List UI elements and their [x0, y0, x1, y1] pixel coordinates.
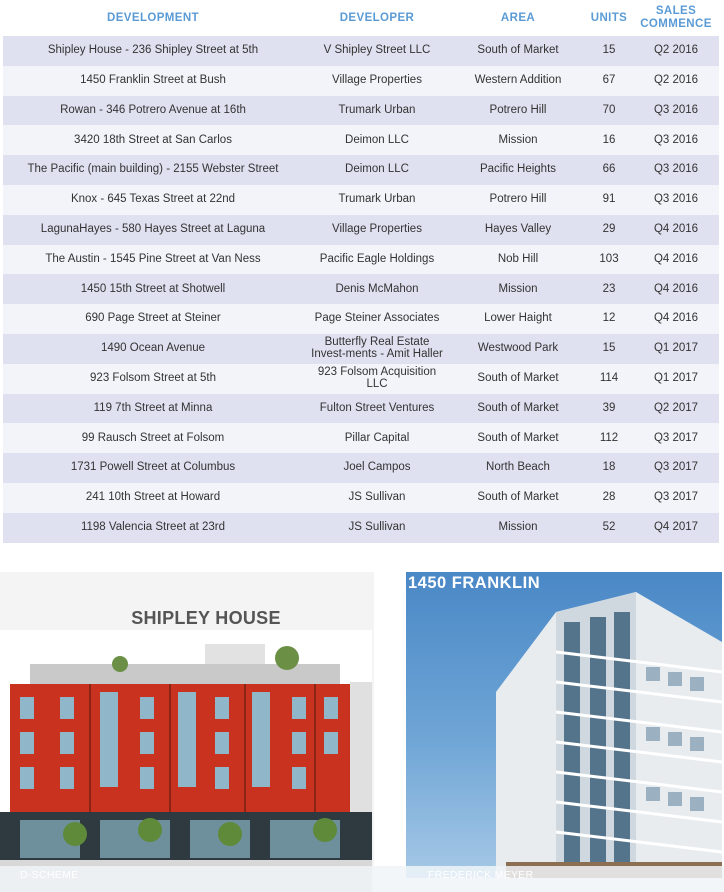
table-header: [3, 0, 719, 36]
table-row: [3, 36, 719, 66]
cell-sales-commence: Q3 2017: [653, 491, 699, 504]
cell-developer: Village Properties: [332, 222, 422, 235]
cell-developer: JS Sullivan: [348, 520, 406, 533]
cell-area: South of Market: [477, 431, 559, 444]
cell-developer: Village Properties: [332, 73, 422, 86]
cell-developer: Trumark Urban: [338, 103, 416, 116]
cell-area: Pacific Heights: [479, 163, 557, 176]
cell-developer: Pillar Capital: [344, 431, 410, 444]
table-row: [3, 96, 719, 126]
cell-sales-commence: Q3 2016: [653, 133, 699, 146]
shipley-house-photo: [0, 572, 374, 892]
cell-development: The Austin - 1545 Pine Street at Van Ness: [45, 252, 261, 265]
developments-table: [3, 0, 719, 543]
table-row: [3, 274, 719, 304]
cell-units: 15: [602, 44, 616, 57]
header-area: AREA: [500, 11, 536, 24]
franklin-credit: FREDERICK MEYER: [428, 869, 534, 881]
cell-development: Rowan - 346 Potrero Avenue at 16th: [60, 103, 246, 116]
cell-developer: Joel Campos: [343, 461, 411, 474]
header-sales-line2: COMMENCE: [640, 18, 712, 30]
franklin-title: 1450 FRANKLIN: [408, 574, 541, 592]
cell-area: Western Addition: [474, 73, 562, 86]
table-row: [3, 364, 719, 394]
cell-area: South of Market: [477, 44, 559, 57]
cell-units: 39: [602, 401, 616, 414]
header-sales-line1: SALES: [655, 5, 697, 17]
cell-area: Westwood Park: [477, 342, 559, 355]
cell-units: 16: [602, 133, 616, 146]
cell-development: 1490 Ocean Avenue: [100, 342, 206, 355]
cell-area: Potrero Hill: [489, 193, 547, 206]
cell-developer: Denis McMahon: [335, 282, 419, 295]
cell-units: 18: [602, 461, 616, 474]
cell-sales-commence: Q3 2017: [653, 431, 699, 444]
cell-developer: V Shipley Street LLC: [323, 44, 431, 57]
cell-area: South of Market: [477, 491, 559, 504]
franklin-rendering: [406, 572, 722, 878]
cell-area: Mission: [498, 520, 538, 533]
cell-sales-commence: Q2 2016: [653, 73, 699, 86]
cell-area: Nob Hill: [497, 252, 539, 265]
cell-area: Lower Haight: [484, 312, 552, 325]
cell-sales-commence: Q4 2016: [653, 312, 699, 325]
shipley-house-title: SHIPLEY HOUSE: [131, 608, 281, 628]
cell-development: The Pacific (main building) - 2155 Webster Street: [27, 163, 279, 176]
shipley-house-rendering: [0, 572, 374, 892]
cell-development: 99 Rausch Street at Folsom: [81, 431, 225, 444]
cell-development: 1731 Powell Street at Columbus: [70, 461, 236, 474]
table-body: [3, 36, 719, 543]
header-developer: DEVELOPER: [339, 11, 415, 24]
header-units: UNITS: [590, 11, 628, 24]
cell-area: Mission: [498, 133, 538, 146]
table-row: [3, 215, 719, 245]
cell-units: 15: [602, 342, 616, 355]
cell-units: 12: [602, 312, 616, 325]
cell-sales-commence: Q1 2017: [653, 342, 699, 355]
cell-sales-commence: Q1 2017: [653, 371, 699, 384]
cell-units: 52: [602, 520, 616, 533]
cell-sales-commence: Q4 2016: [653, 222, 699, 235]
cell-developer: Deimon LLC: [345, 133, 409, 146]
cell-units: 66: [602, 163, 616, 176]
cell-units: 29: [602, 222, 616, 235]
cell-units: 70: [602, 103, 616, 116]
table-row: [3, 66, 719, 96]
cell-units: 112: [599, 431, 619, 444]
cell-sales-commence: Q4 2017: [653, 520, 699, 533]
cell-development: 119 7th Street at Minna: [93, 401, 213, 414]
table-row: [3, 423, 719, 453]
table-row: [3, 483, 719, 513]
table-row: [3, 304, 719, 334]
cell-area: Potrero Hill: [489, 103, 547, 116]
cell-area: South of Market: [477, 371, 559, 384]
table-row: [3, 155, 719, 185]
cell-developer: Fulton Street Ventures: [319, 401, 435, 414]
franklin-photo: [406, 572, 722, 878]
cell-development: 241 10th Street at Howard: [85, 491, 221, 504]
table-row: [3, 185, 719, 215]
cell-sales-commence: Q4 2016: [653, 282, 699, 295]
cell-units: 114: [599, 371, 619, 384]
cell-development: Shipley House - 236 Shipley Street at 5th: [47, 44, 259, 57]
header-sales-commence: [633, 5, 719, 31]
cell-development: 1450 15th Street at Shotwell: [80, 282, 226, 295]
cell-developer: Butterfly Real Estate Invest-ments - Amit Haller: [311, 336, 443, 360]
cell-developer: JS Sullivan: [348, 491, 406, 504]
cell-sales-commence: Q3 2016: [653, 193, 699, 206]
cell-units: 23: [602, 282, 616, 295]
table-row: [3, 513, 719, 543]
table-row: [3, 334, 719, 364]
cell-development: Knox - 645 Texas Street at 22nd: [70, 193, 236, 206]
cell-units: 67: [602, 73, 616, 86]
cell-developer: Trumark Urban: [338, 193, 416, 206]
cell-development: 1198 Valencia Street at 23rd: [80, 520, 226, 533]
cell-sales-commence: Q3 2017: [653, 461, 699, 474]
cell-units: 28: [602, 491, 616, 504]
table-row: [3, 394, 719, 424]
cell-sales-commence: Q3 2016: [653, 103, 699, 116]
cell-area: Hayes Valley: [484, 222, 552, 235]
cell-developer: Page Steiner Associates: [314, 312, 440, 325]
cell-area: North Beach: [486, 461, 550, 474]
cell-units: 103: [599, 252, 619, 265]
cell-sales-commence: Q2 2016: [653, 44, 699, 57]
table-row: [3, 245, 719, 275]
cell-development: 1450 Franklin Street at Bush: [80, 73, 226, 86]
cell-developer: Pacific Eagle Holdings: [319, 252, 435, 265]
cell-development: 923 Folsom Street at 5th: [90, 371, 216, 384]
cell-development: 690 Page Street at Steiner: [85, 312, 221, 325]
cell-developer: Deimon LLC: [345, 163, 409, 176]
cell-area: Mission: [498, 282, 538, 295]
shipley-house-credit: D-SCHEME: [20, 869, 79, 881]
cell-area: South of Market: [477, 401, 559, 414]
table-row: [3, 453, 719, 483]
cell-sales-commence: Q2 2017: [653, 401, 699, 414]
cell-sales-commence: Q4 2016: [653, 252, 699, 265]
header-development: DEVELOPMENT: [107, 11, 199, 24]
cell-sales-commence: Q3 2016: [653, 163, 699, 176]
cell-development: LagunaHayes - 580 Hayes Street at Laguna: [40, 222, 266, 235]
table-row: [3, 125, 719, 155]
photo-section: [0, 572, 724, 892]
cell-developer: 923 Folsom Acquisition LLC: [317, 366, 437, 390]
caption-strip: [0, 866, 724, 892]
cell-units: 91: [602, 193, 616, 206]
cell-development: 3420 18th Street at San Carlos: [74, 133, 232, 146]
